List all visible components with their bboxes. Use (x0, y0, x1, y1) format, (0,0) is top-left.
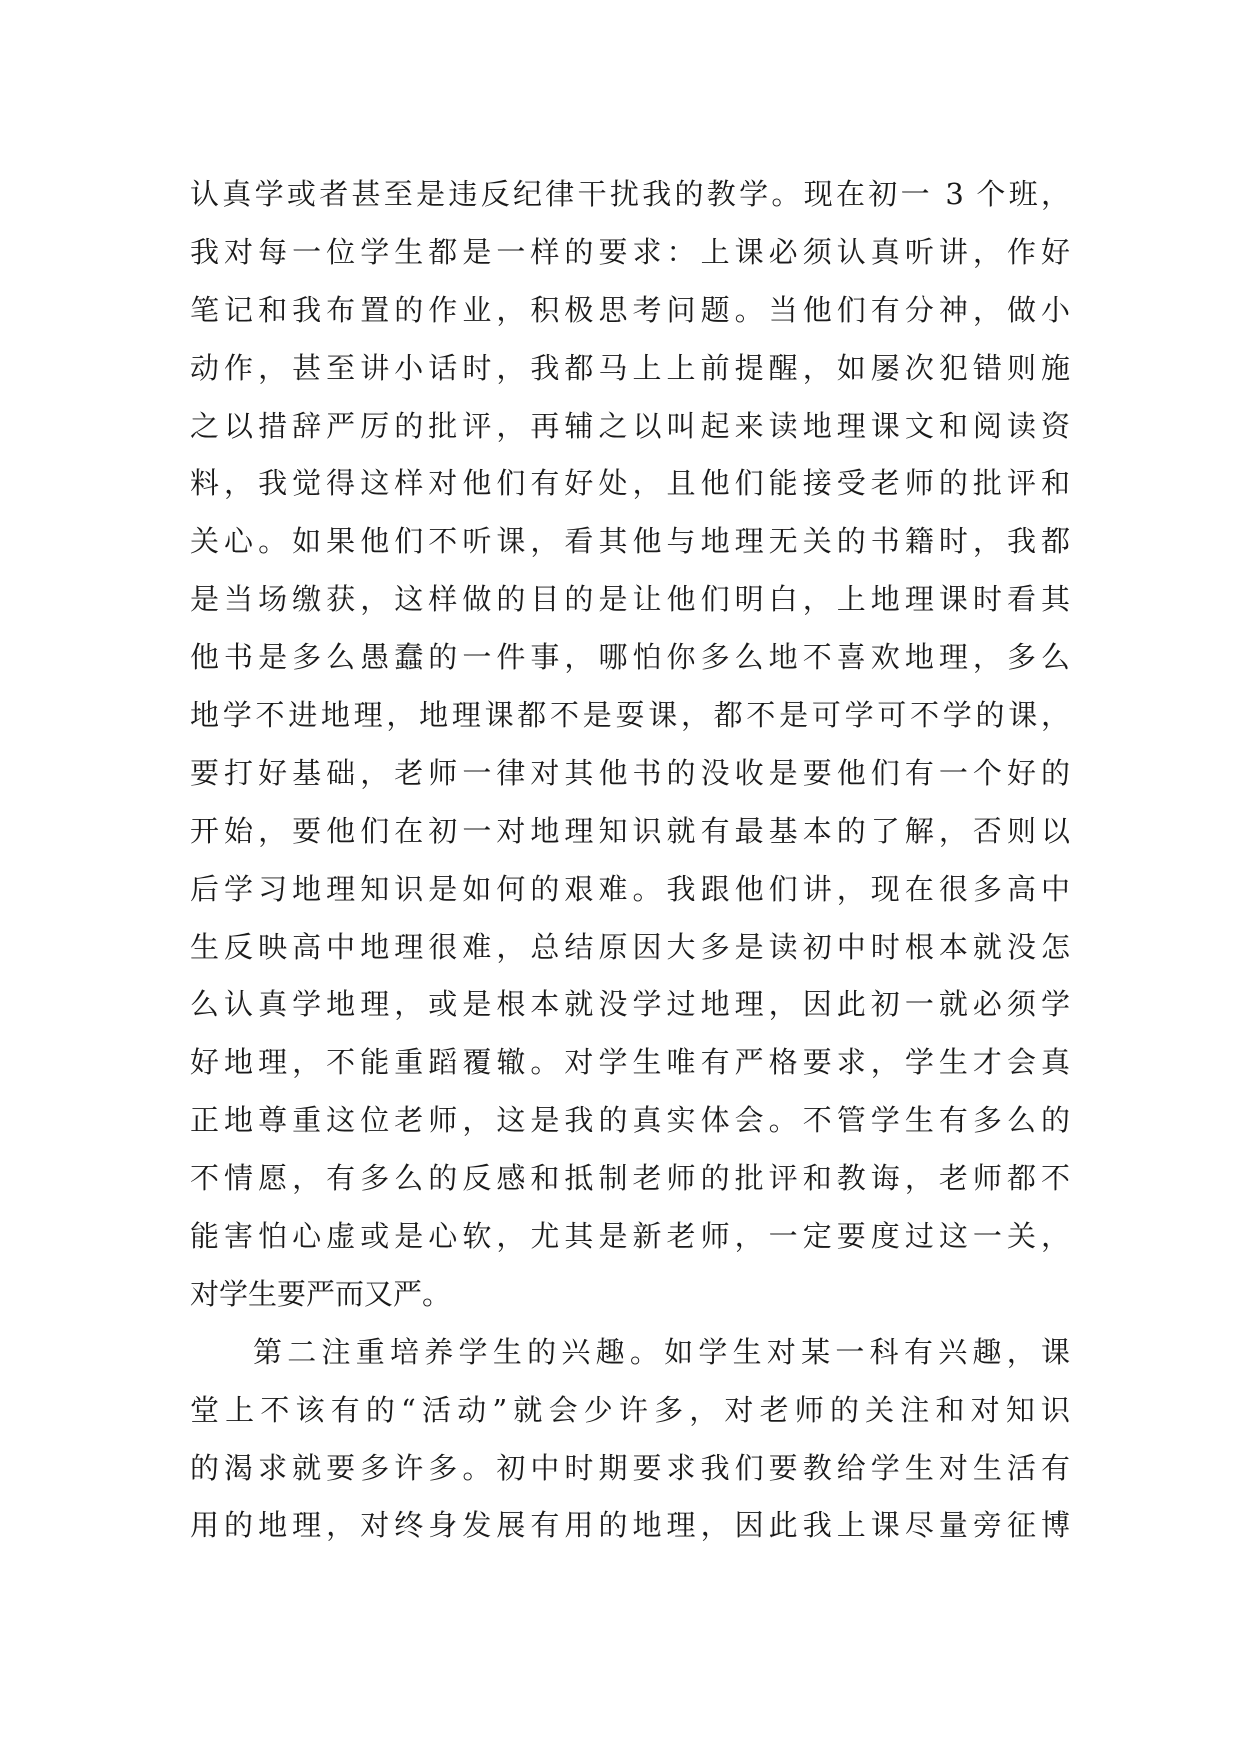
text-line: 能害怕心虚或是心软，尤其是新老师，一定要度过这一关， (190, 1219, 1070, 1254)
text-line: 好地理，不能重蹈覆辙。对学生唯有严格要求，学生才会真 (190, 1045, 1070, 1080)
text-line: 后学习地理知识是如何的艰难。我跟他们讲，现在很多高中 (190, 871, 1070, 906)
text-line: 我对每一位学生都是一样的要求：上课必须认真听讲，作好 (190, 234, 1070, 269)
text-line: 正地尊重这位老师，这是我的真实体会。不管学生有多么的 (190, 1103, 1070, 1138)
text-line: 动作，甚至讲小话时，我都马上上前提醒，如屡次犯错则施 (190, 350, 1070, 385)
paragraph-2 (190, 1324, 1070, 1556)
text-line: 笔记和我布置的作业，积极思考问题。当他们有分神，做小 (190, 292, 1070, 327)
text-line: 料，我觉得这样对他们有好处，且他们能接受老师的批评和 (190, 466, 1070, 501)
text-line: 之以措辞严厉的批评，再辅之以叫起来读地理课文和阅读资 (190, 408, 1070, 443)
text-line: 是当场缴获，这样做的目的是让他们明白，上地理课时看其 (190, 582, 1070, 617)
text-line: 地学不进地理，地理课都不是耍课，都不是可学可不学的课， (190, 698, 1070, 733)
text-line: 关心。如果他们不听课，看其他与地理无关的书籍时，我都 (190, 524, 1070, 559)
text-line: 用的地理，对终身发展有用的地理，因此我上课尽量旁征博 (190, 1508, 1070, 1543)
text-line: 第二注重培养学生的兴趣。如学生对某一科有兴趣，课 (253, 1334, 1070, 1369)
text-line: 堂上不该有的“活动”就会少许多，对老师的关注和对知识 (190, 1392, 1070, 1427)
paragraph-1 (190, 166, 1070, 1324)
text-line: 对学生要严而又严。 (190, 1276, 452, 1311)
text-line: 他书是多么愚蠢的一件事，哪怕你多么地不喜欢地理，多么 (190, 640, 1070, 675)
text-line: 生反映高中地理很难，总结原因大多是读初中时根本就没怎 (190, 929, 1070, 964)
text-line: 认真学或者甚至是违反纪律干扰我的教学。现在初一 3 个班， (190, 177, 1070, 211)
text-line: 的渴求就要多许多。初中时期要求我们要教给学生对生活有 (190, 1450, 1070, 1485)
text-line: 么认真学地理，或是根本就没学过地理，因此初一就必须学 (190, 987, 1070, 1022)
text-line: 不情愿，有多么的反感和抵制老师的批评和教诲，老师都不 (190, 1161, 1070, 1196)
text-line: 开始，要他们在初一对地理知识就有最基本的了解，否则以 (190, 813, 1070, 848)
document-body (190, 166, 1070, 1555)
text-line: 要打好基础，老师一律对其他书的没收是要他们有一个好的 (190, 755, 1070, 790)
